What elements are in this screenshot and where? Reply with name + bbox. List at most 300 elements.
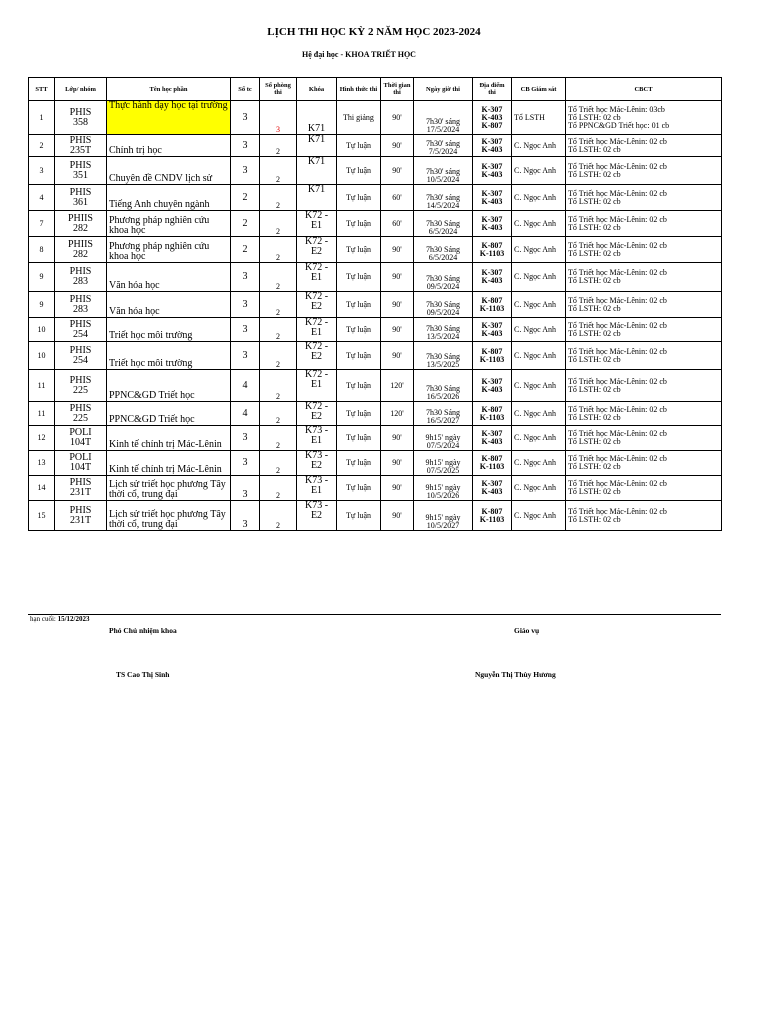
room-code: K-403: [481, 112, 503, 122]
duration: 90': [392, 350, 402, 360]
rooms-cell: [260, 501, 297, 531]
exam-date-line: 9h15' ngày: [425, 458, 461, 467]
exam-date-line: 9h15' ngày: [425, 513, 461, 522]
invigilator-line: Tổ LSTH: 02 cb: [568, 196, 621, 206]
exam-date-line: 9h15' ngày: [425, 433, 461, 442]
col-header: Số phòng thi: [260, 78, 297, 101]
invigilator-line: Tổ Triết học Mác-Lênin: 02 cb: [568, 506, 667, 516]
room-count: 2: [276, 147, 280, 156]
exam-date-cell: [414, 263, 473, 292]
table-row: [29, 263, 722, 292]
credits: 3: [242, 298, 248, 310]
credits-cell: [231, 451, 260, 476]
table-row: [29, 237, 722, 263]
exam-date-line: 09/5/2024: [426, 308, 460, 317]
class-code-line: PHIS: [69, 402, 92, 414]
credits: 3: [242, 323, 248, 335]
exam-date-cell: [414, 402, 473, 426]
class-code-cell: [55, 101, 107, 135]
duration-cell: [381, 318, 414, 342]
invigilator-line: Tổ Triết học Mác-Lênin: 02 cb: [568, 188, 667, 198]
class-code-line: 361: [73, 196, 88, 208]
class-code-line: 283: [73, 276, 88, 287]
rooms-cell: [260, 211, 297, 237]
location-cell: [473, 342, 512, 370]
cohort-cell: [297, 342, 337, 370]
rooms-cell: [260, 101, 297, 135]
room-count: 2: [276, 253, 280, 262]
supervisor: C. Ngọc Anh: [514, 350, 556, 360]
room-count: 2: [276, 466, 280, 475]
location-cell: [473, 237, 512, 263]
credits-cell: [231, 318, 260, 342]
supervisor: C. Ngọc Anh: [514, 244, 556, 254]
exam-date-line: 7h30' sáng: [425, 117, 461, 126]
supervisor: Tổ LSTH: [514, 112, 545, 122]
invigilators-cell: [566, 292, 722, 318]
class-code-line: 282: [73, 248, 88, 260]
exam-type: Tự luận: [346, 218, 371, 228]
room-code: K-403: [481, 222, 503, 232]
stt: 13: [37, 458, 46, 467]
cohort-cell: [297, 476, 337, 501]
rooms-cell: [260, 476, 297, 501]
supervisor-cell: [512, 157, 566, 185]
room-code: K-807: [481, 454, 503, 463]
course-name-cell: [107, 318, 231, 342]
room-code: K-807: [481, 346, 503, 356]
supervisor-cell: [512, 135, 566, 157]
course-name-cell: [107, 135, 231, 157]
cohort: K72 - E2: [304, 291, 329, 312]
room-code: K-1103: [479, 354, 505, 364]
invigilator-line: Tổ LSTH: 02 cb: [568, 384, 621, 394]
room-code: K-403: [481, 487, 503, 496]
location-cell: [473, 211, 512, 237]
credits: 3: [242, 489, 248, 500]
table-row: [29, 318, 722, 342]
exam-date-cell: [414, 426, 473, 451]
location-cell: [473, 135, 512, 157]
supervisor-cell: [512, 342, 566, 370]
exam-date-cell: [414, 292, 473, 318]
room-code: K-1103: [479, 303, 505, 313]
exam-date-line: 07/5/2024: [426, 441, 460, 450]
class-code-line: PHIIS: [67, 238, 93, 250]
credits-cell: [231, 211, 260, 237]
stt: 3: [39, 165, 44, 175]
room-count: 2: [276, 175, 280, 184]
room-code: K-403: [481, 328, 503, 338]
stt: 14: [37, 483, 46, 492]
table-row: [29, 292, 722, 318]
room-count: 2: [276, 360, 280, 369]
room-code: K-403: [481, 169, 503, 179]
room-code: K-1103: [479, 462, 505, 471]
credits: 3: [242, 432, 248, 443]
cohort-cell: [297, 135, 337, 157]
credits: 3: [242, 271, 248, 282]
duration-cell: [381, 135, 414, 157]
cohort-cell: [297, 263, 337, 292]
cohort: K72 - E1: [304, 210, 329, 231]
exam-type: Tự luận: [346, 299, 371, 309]
document-subtitle: Hệ đại học - KHOA TRIẾT HỌC: [302, 50, 416, 59]
room-count: 2: [276, 392, 280, 401]
table-header-row: [29, 78, 722, 101]
room-code: K-807: [481, 295, 503, 305]
location-cell: [473, 402, 512, 426]
supervisor-cell: [512, 292, 566, 318]
room-code: K-807: [481, 404, 503, 414]
exam-date-line: 7h30 Sáng: [426, 324, 460, 333]
class-code-line: PHIS: [69, 293, 92, 305]
cohort: K71: [307, 184, 326, 195]
course-name-cell: [107, 292, 231, 318]
credits-cell: [231, 292, 260, 318]
class-code-cell: [55, 476, 107, 501]
exam-type-cell: [337, 185, 381, 211]
invigilator-line: Tổ LSTH: 02 cb: [568, 112, 621, 122]
supervisor-cell: [512, 451, 566, 476]
exam-date-cell: [414, 451, 473, 476]
supervisor: C. Ngọc Anh: [514, 483, 556, 492]
cohort-cell: [297, 211, 337, 237]
cohort: K71: [307, 134, 326, 145]
exam-date-cell: [414, 185, 473, 211]
exam-date-line: 6/5/2024: [428, 253, 458, 262]
credits-cell: [231, 237, 260, 263]
course-name: Triết học môi trường: [109, 330, 193, 341]
exam-type: Tự luận: [346, 324, 371, 334]
duration: 90': [392, 458, 402, 467]
rooms-cell: [260, 135, 297, 157]
exam-date-line: 6/5/2024: [428, 227, 458, 236]
table-row: [29, 402, 722, 426]
rooms-cell: [260, 426, 297, 451]
invigilator-line: Tổ LSTH: 02 cb: [568, 276, 621, 285]
col-header: Lớp/ nhóm: [55, 78, 107, 101]
cohort-cell: [297, 318, 337, 342]
invigilators-cell: [566, 211, 722, 237]
duration: 120': [390, 380, 404, 390]
exam-date-cell: [414, 342, 473, 370]
table-row: [29, 476, 722, 501]
exam-date-line: 17/5/2024: [426, 125, 460, 134]
rooms-cell: [260, 157, 297, 185]
room-count: 2: [276, 201, 280, 210]
stt: 7: [39, 218, 44, 228]
supervisor-cell: [512, 185, 566, 211]
location-cell: [473, 451, 512, 476]
room-code: K-307: [481, 214, 503, 224]
exam-type: Tự luận: [346, 433, 371, 442]
course-name-cell: [107, 501, 231, 531]
duration: 90': [392, 165, 402, 175]
col-header: CBCT: [566, 78, 722, 101]
cohort-cell: [297, 237, 337, 263]
class-code-cell: [55, 370, 107, 402]
cohort-cell: [297, 451, 337, 476]
invigilators-cell: [566, 402, 722, 426]
supervisor-cell: [512, 318, 566, 342]
class-code-cell: [55, 263, 107, 292]
duration: 90': [392, 324, 402, 334]
course-name: Triết học môi trường: [109, 358, 193, 369]
class-code-line: 254: [73, 354, 88, 366]
col-header: Thời gian thi: [381, 78, 414, 101]
invigilator-line: Tổ Triết học Mác-Lênin: 02 cb: [568, 268, 667, 277]
location-cell: [473, 101, 512, 135]
room-count: 3: [276, 125, 280, 134]
stt-cell: [29, 263, 55, 292]
invigilator-line: Tổ LSTH: 02 cb: [568, 222, 621, 232]
class-code-line: 358: [73, 116, 88, 128]
cohort: K71: [307, 123, 326, 134]
invigilators-cell: [566, 318, 722, 342]
stt-cell: [29, 318, 55, 342]
exam-type: Tự luận: [346, 408, 371, 418]
table-row: [29, 342, 722, 370]
location-cell: [473, 476, 512, 501]
rooms-cell: [260, 451, 297, 476]
cohort-cell: [297, 501, 337, 531]
table-row: [29, 185, 722, 211]
invigilator-line: Tổ Triết học Mác-Lênin: 02 cb: [568, 240, 667, 250]
table-row: [29, 211, 722, 237]
invigilator-line: Tổ Triết học Mác-Lênin: 02 cb: [568, 454, 667, 463]
table-row: [29, 370, 722, 402]
cohort-cell: [297, 370, 337, 402]
class-code-line: PHIS: [69, 477, 92, 488]
room-code: K-807: [481, 506, 503, 516]
exam-type-cell: [337, 318, 381, 342]
class-code-cell: [55, 342, 107, 370]
supervisor: C. Ngọc Anh: [514, 192, 556, 202]
class-code-cell: [55, 426, 107, 451]
class-code-line: 231T: [69, 514, 92, 526]
location-cell: [473, 501, 512, 531]
stt: 4: [39, 192, 44, 202]
duration: 90': [392, 483, 402, 492]
course-name: Chuyên đề CNDV lịch sử: [109, 173, 213, 184]
exam-type-cell: [337, 292, 381, 318]
invigilators-cell: [566, 135, 722, 157]
stt: 8: [39, 244, 44, 254]
course-name: Chính trị học: [109, 145, 162, 156]
stt: 10: [37, 324, 46, 334]
exam-type: Tự luận: [346, 350, 371, 360]
exam-type-cell: [337, 263, 381, 292]
duration: 120': [390, 408, 404, 418]
cohort: K73 - E2: [304, 500, 329, 521]
room-code: K-307: [481, 104, 503, 114]
room-count: 2: [276, 227, 280, 236]
credits-cell: [231, 501, 260, 531]
supervisor: C. Ngọc Anh: [514, 510, 556, 520]
right-signer-role: Giáo vụ: [514, 626, 540, 635]
invigilator-line: Tổ Triết học Mác-Lênin: 02 cb: [568, 320, 667, 330]
room-code: K-403: [481, 437, 503, 446]
cohort-cell: [297, 426, 337, 451]
supervisor-cell: [512, 370, 566, 402]
table-row: [29, 101, 722, 135]
invigilators-cell: [566, 342, 722, 370]
duration-cell: [381, 263, 414, 292]
invigilator-line: Tổ Triết học Mác-Lênin: 02 cb: [568, 404, 667, 414]
location-cell: [473, 370, 512, 402]
supervisor: C. Ngọc Anh: [514, 408, 556, 418]
room-code: K-307: [481, 376, 503, 386]
class-code-line: PHIS: [69, 344, 92, 356]
course-name: Kinh tế chính trị Mác-Lênin: [109, 439, 222, 450]
course-name-cell: [107, 157, 231, 185]
class-code-cell: [55, 211, 107, 237]
class-code-line: PHIIS: [67, 212, 93, 224]
class-code-line: PHIS: [69, 318, 92, 330]
course-name-cell: [107, 185, 231, 211]
class-code-cell: [55, 135, 107, 157]
invigilator-line: Tổ Triết học Mác-Lênin: 03cb: [568, 104, 665, 114]
class-code-line: 254: [73, 328, 88, 340]
supervisor-cell: [512, 426, 566, 451]
class-code-line: PHIS: [69, 159, 92, 171]
exam-type-cell: [337, 101, 381, 135]
duration: 90': [392, 140, 402, 150]
exam-type: Tự luận: [346, 165, 371, 175]
room-count: 2: [276, 282, 280, 291]
exam-type: Tự luận: [346, 458, 371, 467]
location-cell: [473, 185, 512, 211]
credits-cell: [231, 342, 260, 370]
col-header: Ngày giờ thi: [414, 78, 473, 101]
credits-cell: [231, 185, 260, 211]
exam-date-line: 7h30 Sáng: [426, 408, 460, 417]
cohort: K72 - E2: [304, 236, 329, 257]
duration-cell: [381, 211, 414, 237]
course-name-cell: [107, 426, 231, 451]
room-code: K-1103: [479, 248, 505, 258]
supervisor: C. Ngọc Anh: [514, 218, 556, 228]
class-code-line: 282: [73, 222, 88, 234]
supervisor-cell: [512, 476, 566, 501]
exam-date-line: 7h30 Sáng: [426, 245, 460, 254]
class-code-line: 104T: [69, 437, 92, 448]
course-name: Văn hóa học: [109, 306, 160, 317]
exam-date-line: 7h30 Sáng: [426, 352, 460, 361]
exam-type: Tự luận: [346, 272, 371, 281]
exam-type-cell: [337, 426, 381, 451]
stt-cell: [29, 426, 55, 451]
invigilator-line: Tổ PPNC&GD Triết học: 01 cb: [568, 120, 670, 130]
exam-date-cell: [414, 135, 473, 157]
exam-type: Tự luận: [346, 192, 371, 202]
cohort: K72 - E1: [304, 317, 329, 338]
exam-type: Thi giảng: [343, 112, 374, 122]
duration-cell: [381, 101, 414, 135]
supervisor-cell: [512, 211, 566, 237]
exam-schedule-table: [28, 77, 722, 531]
exam-date-cell: [414, 157, 473, 185]
course-name-cell: [107, 101, 231, 135]
rooms-cell: [260, 342, 297, 370]
course-name: Phương pháp nghiên cứu khoa học: [109, 241, 210, 262]
course-name-cell: [107, 402, 231, 426]
course-name-cell: [107, 237, 231, 263]
credits: 4: [242, 407, 248, 419]
duration: 90': [392, 433, 402, 442]
table-row: [29, 426, 722, 451]
exam-date-cell: [414, 237, 473, 263]
class-code-line: PHIS: [69, 106, 92, 118]
invigilators-cell: [566, 185, 722, 211]
room-count: 2: [276, 441, 280, 450]
duration: 90': [392, 112, 402, 122]
deadline-date: 15/12/2023: [57, 615, 90, 623]
exam-type-cell: [337, 451, 381, 476]
invigilator-line: Tổ LSTH: 02 cb: [568, 354, 621, 364]
credits-cell: [231, 263, 260, 292]
room-count: 2: [276, 491, 280, 500]
left-signer-role: Phó Chủ nhiệm khoa: [109, 626, 177, 635]
course-name: Phương pháp nghiên cứu khoa học: [109, 215, 210, 236]
credits-cell: [231, 101, 260, 135]
supervisor: C. Ngọc Anh: [514, 140, 556, 150]
duration-cell: [381, 237, 414, 263]
room-code: K-307: [481, 479, 503, 488]
duration-cell: [381, 402, 414, 426]
supervisor-cell: [512, 237, 566, 263]
supervisor: C. Ngọc Anh: [514, 380, 556, 390]
course-name-cell: [107, 211, 231, 237]
duration: 90': [392, 244, 402, 254]
document-title: LỊCH THI HỌC KỲ 2 NĂM HỌC 2023-2024: [267, 26, 481, 38]
exam-date-line: 16/5/2026: [426, 392, 460, 401]
class-code-line: 231T: [69, 487, 92, 498]
duration: 90': [392, 272, 402, 281]
exam-date-line: 10/5/2024: [426, 175, 460, 184]
exam-date-line: 10/5/2026: [426, 491, 460, 500]
table-row: [29, 451, 722, 476]
invigilator-line: Tổ Triết học Mác-Lênin: 02 cb: [568, 161, 667, 171]
course-name: PPNC&GD Triết học: [109, 414, 195, 425]
exam-date-cell: [414, 318, 473, 342]
supervisor-cell: [512, 263, 566, 292]
room-code: K-307: [481, 136, 503, 146]
cohort: K72 - E2: [304, 401, 329, 422]
class-code-line: POLI: [69, 452, 92, 463]
stt-cell: [29, 292, 55, 318]
invigilators-cell: [566, 451, 722, 476]
room-count: 2: [276, 521, 280, 530]
table-row: [29, 501, 722, 531]
invigilator-line: Tổ Triết học Mác-Lênin: 02 cb: [568, 479, 667, 488]
stt: 15: [37, 510, 46, 520]
cohort: K72 - E1: [304, 369, 329, 390]
deadline-note: [30, 615, 90, 623]
class-code-cell: [55, 501, 107, 531]
room-count: 2: [276, 308, 280, 317]
exam-date-line: 7h30 Sáng: [426, 384, 460, 393]
stt-cell: [29, 501, 55, 531]
stt: 12: [37, 433, 46, 442]
duration-cell: [381, 157, 414, 185]
credits-cell: [231, 157, 260, 185]
invigilator-line: Tổ LSTH: 02 cb: [568, 144, 621, 154]
duration-cell: [381, 476, 414, 501]
exam-type-cell: [337, 157, 381, 185]
exam-date-line: 09/5/2024: [426, 282, 460, 291]
